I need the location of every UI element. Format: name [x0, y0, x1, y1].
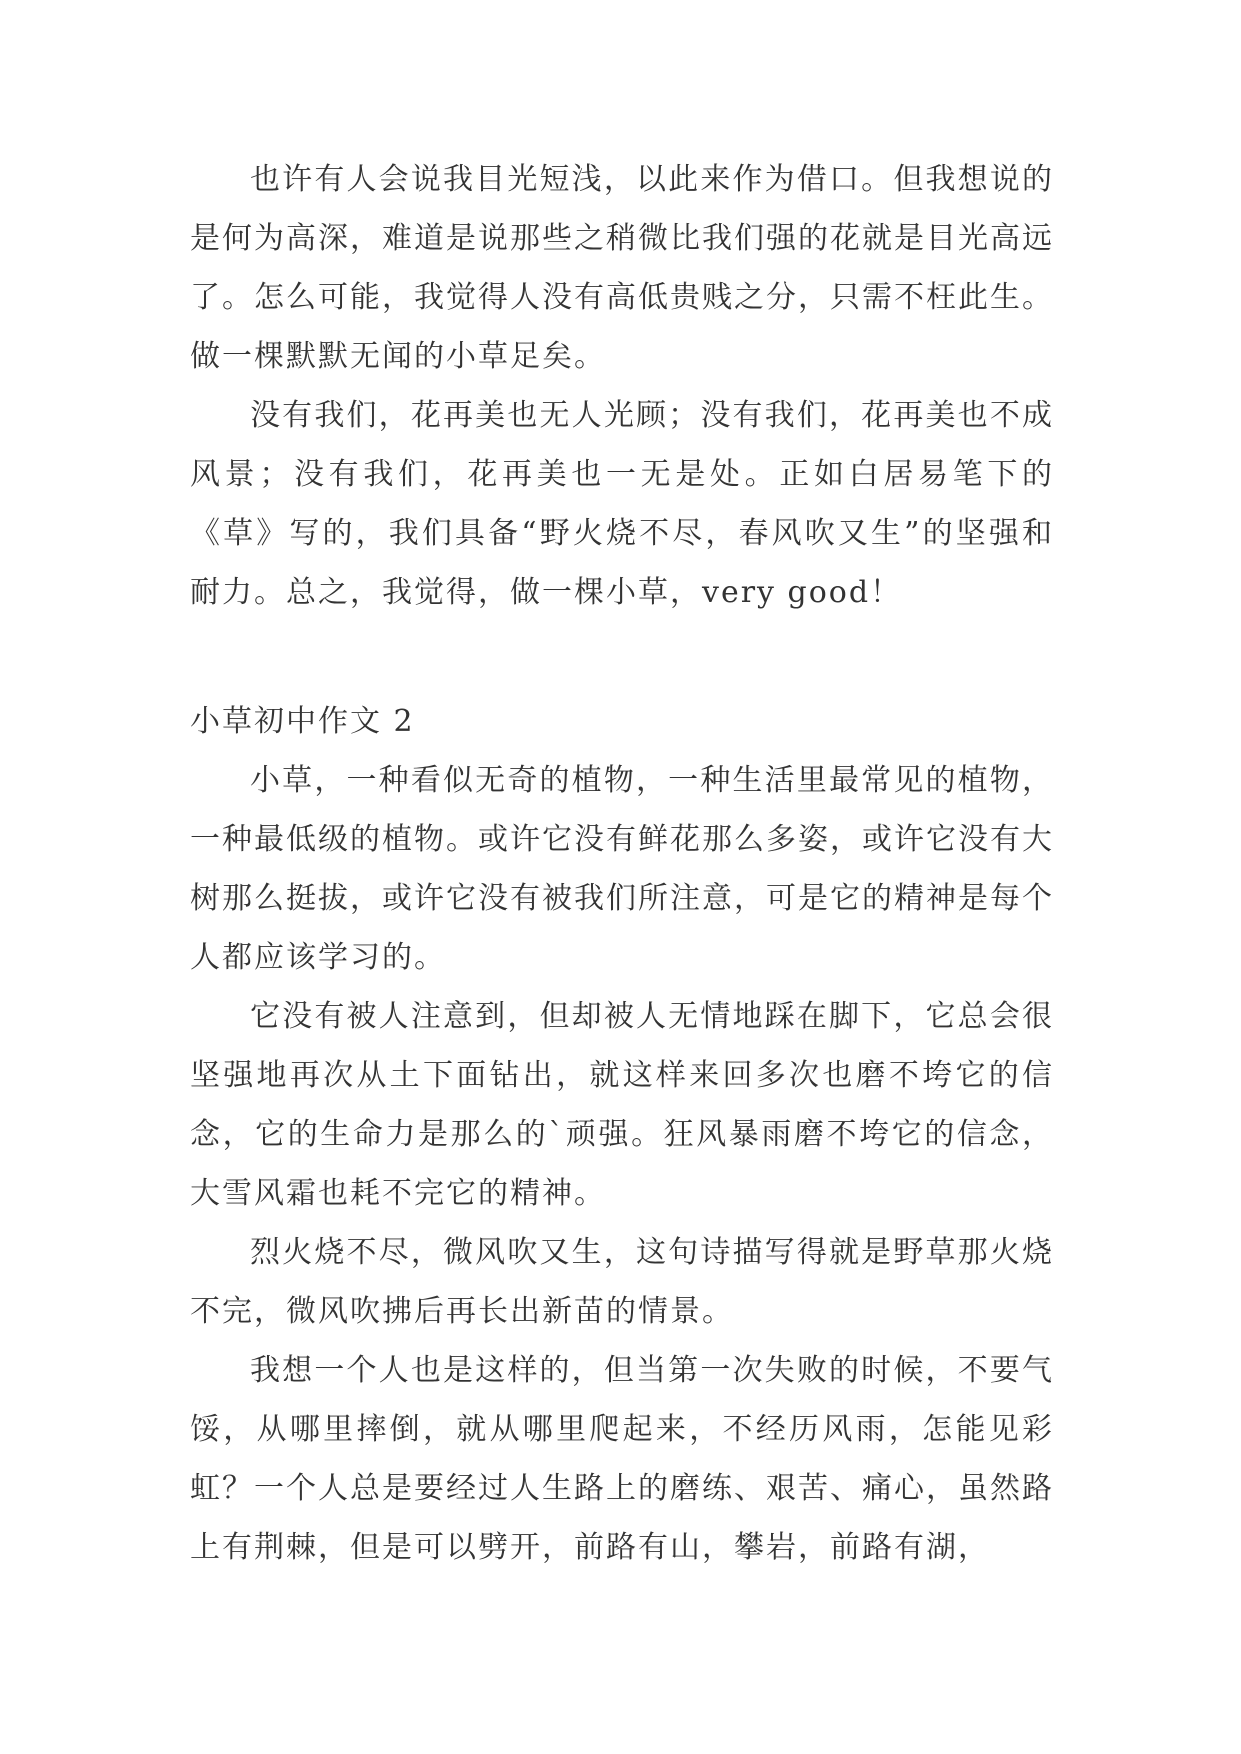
paragraph-section-1: 小草，一种看似无奇的植物，一种生活里最常见的植物，一种最低级的植物。或许它没有鲜花那么多姿，或许它没有大树那么挺拔，或许它没有被我们所注意，可是它的精神是每个人都应该学习的。 [190, 763, 1054, 975]
paragraph-intro-1: 也许有人会说我目光短浅，以此来作为借口。但我想说的是何为高深，难道是说那些之稍微比我们强的花就是目光高远了。怎么可能，我觉得人没有高低贵贱之分，只需不枉此生。做一棵默默无闻的小草足矣。 [190, 162, 1054, 374]
paragraph-section-3: 烈火烧不尽，微风吹又生，这句诗描写得就是野草那火烧不完，微风吹拂后再长出新苗的情景。 [190, 1235, 1054, 1329]
document-page [190, 150, 1054, 1577]
paragraph-section-4: 我想一个人也是这样的，但当第一次失败的时候，不要气馁，从哪里摔倒，就从哪里爬起来，不经历风雨，怎能见彩虹？一个人总是要经过人生路上的磨练、艰苦、痛心，虽然路上有荆棘，但是可以劈开，前路有山，攀岩，前路有湖， [190, 1353, 1054, 1565]
paragraph-section-2: 它没有被人注意到，但却被人无情地踩在脚下，它总会很坚强地再次从土下面钻出，就这样来回多次也磨不垮它的信念，它的生命力是那么的`顽强。狂风暴雨磨不垮它的信念，大雪风霜也耗不完它的精神。 [190, 999, 1054, 1211]
paragraph-intro-2: 没有我们，花再美也无人光顾；没有我们，花再美也不成风景；没有我们，花再美也一无是处。正如白居易笔下的《草》写的，我们具备“野火烧不尽，春风吹又生”的坚强和耐力。总之，我觉得，做一棵小草，very good！ [190, 398, 1054, 610]
section-title: 小草初中作文 2 [190, 704, 415, 739]
